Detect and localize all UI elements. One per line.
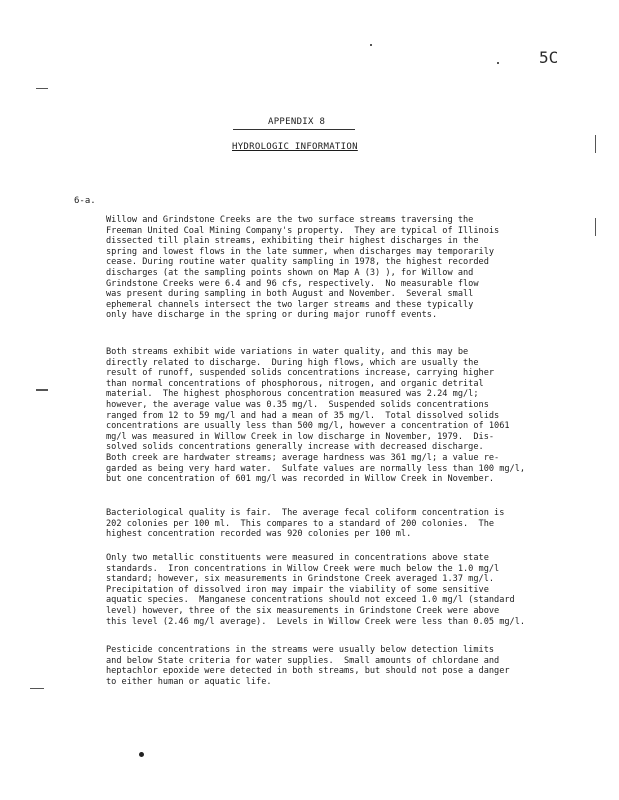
text-line: standard; however, six measurements in Grindstone Creek averaged 1.37 mg/l.: [106, 574, 495, 585]
text-line: cease. During routine water quality sampling in 1978, the highest recorded: [106, 257, 489, 268]
text-line: was present during sampling in both August and November. Several small: [106, 289, 474, 300]
text-line: concentrations are usually less than 500 mg/l, however a concentration of 1061: [106, 421, 510, 432]
text-line: this level (2.46 mg/l average). Levels in Willow Creek were less than 0.05 mg/l.: [106, 616, 526, 627]
title-underline: [233, 129, 355, 130]
appendix-subtitle: HYDROLOGIC INFORMATION: [232, 142, 358, 152]
appendix-title: APPENDIX 8: [268, 117, 326, 127]
text-line: Willow and Grindstone Creeks are the two surface streams traversing the: [106, 215, 474, 225]
text-line: however, the average value was 0.35 mg/l. Suspended solids concentrations: [106, 399, 489, 410]
text-line: dissected till plain streams, exhibiting their highest discharges in the: [106, 236, 479, 247]
text-line: than normal concentrations of phosphorous, nitrogen, and organic detrital: [106, 378, 484, 389]
page-number: 5C: [539, 48, 559, 67]
text-line: heptachlor epoxide were detected in both streams, but should not pose a danger: [106, 666, 510, 677]
text-line: 202 colonies per 100 ml. This compares to a standard of 200 colonies. The: [106, 518, 495, 529]
text-line: spring and lowest flows in the late summer, when discharges may temporarily: [106, 246, 495, 257]
text-line: Pesticide concentrations in the streams were usually below detection limits: [106, 645, 495, 655]
scan-mark: [497, 62, 499, 64]
text-line: Both streams exhibit wide variations in water quality, and this may be: [106, 347, 469, 357]
paragraph-pesticides: [106, 645, 568, 687]
text-line: aquatic species. Manganese concentrations should not exceed 1.0 mg/l (standard: [106, 595, 515, 606]
text-line: result of runoff, suspended solids concentrations increase, carrying higher: [106, 368, 495, 379]
scan-mark: [30, 688, 44, 689]
text-line: ranged from 12 to 59 mg/l and had a mean of 35 mg/l. Total dissolved solids: [106, 410, 500, 421]
paragraph-bacteriological: [106, 508, 568, 540]
text-line: directly related to discharge. During high flows, which are usually the: [106, 357, 479, 368]
section-number: 6-a.: [74, 196, 96, 206]
text-line: standards. Iron concentrations in Willow Creek were much below the 1.0 mg/l: [106, 563, 500, 574]
margin-mark: [595, 218, 596, 236]
text-line: Both creek are hardwater streams; average hardness was 361 mg/l; a value re-: [106, 452, 500, 463]
text-line: Only two metallic constituents were measured in concentrations above state: [106, 553, 489, 563]
text-line: Freeman United Coal Mining Company's property. They are typical of Illinois: [106, 225, 500, 236]
text-line: Grindstone Creeks were 6.4 and 96 cfs, respectively. No measurable flow: [106, 278, 479, 289]
scan-mark: [370, 44, 372, 46]
text-line: Precipitation of dissolved iron may impair the viability of some sensitive: [106, 584, 489, 595]
text-line: and below State criteria for water supplies. Small amounts of chlordane and: [106, 655, 500, 666]
text-line: only have discharge in the spring or during major runoff events.: [106, 310, 438, 321]
paragraph-streams-overview: [106, 215, 568, 321]
scan-dot: [139, 752, 144, 757]
text-line: garded as being very hard water. Sulfate values are normally less than 100 mg/l,: [106, 463, 526, 474]
text-line: but one concentration of 601 mg/l was recorded in Willow Creek in November.: [106, 474, 495, 485]
text-line: material. The highest phosphorous concentration measured was 2.24 mg/l;: [106, 389, 479, 400]
text-line: discharges (at the sampling points shown on Map A (3) ), for Willow and: [106, 267, 474, 278]
scan-mark: [36, 389, 48, 391]
paragraph-metals: [106, 553, 568, 627]
text-line: to either human or aquatic life.: [106, 676, 272, 687]
text-line: mg/l was measured in Willow Creek in low discharge in November, 1979. Dis-: [106, 431, 495, 442]
text-line: Bacteriological quality is fair. The average fecal coliform concentration is: [106, 508, 505, 518]
text-line: level) however, three of the six measurements in Grindstone Creek were above: [106, 605, 500, 616]
scan-mark: [36, 88, 48, 89]
text-line: solved solids concentrations generally increase with decreased discharge.: [106, 442, 484, 453]
margin-mark: [595, 135, 596, 153]
text-line: ephemeral channels intersect the two larger streams and these typically: [106, 299, 474, 310]
paragraph-water-quality: [106, 347, 568, 485]
text-line: highest concentration recorded was 920 colonies per 100 ml.: [106, 529, 412, 540]
